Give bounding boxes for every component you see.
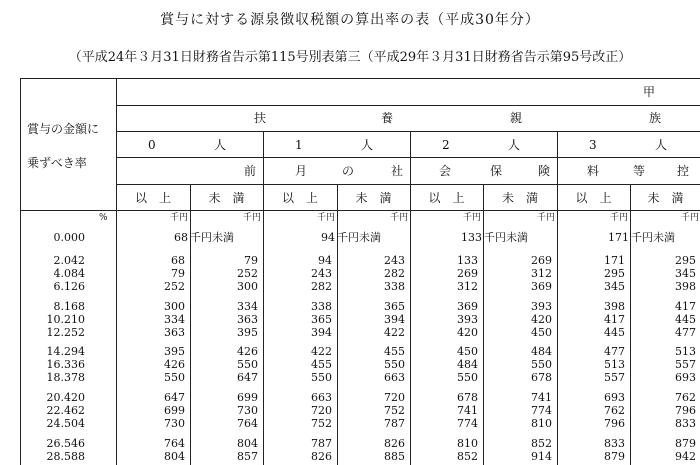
cell-value: 395 — [237, 326, 258, 339]
cell-value: 833 — [604, 437, 625, 450]
cell-value: 445 — [604, 326, 625, 339]
cell-value: 477 — [604, 345, 625, 358]
fuyou-char: 親 — [510, 111, 523, 125]
cell-value: 365 — [384, 300, 405, 313]
shakai-char: 社 — [391, 164, 404, 178]
cell-value: 171 — [604, 254, 625, 267]
cell-value: 420 — [457, 326, 478, 339]
page-subtitle: （平成24年３月31日財務省告示第115号別表第三（平成29年３月31日財務省告示第95号改正） — [68, 50, 632, 65]
fuyou-char: 養 — [381, 111, 394, 125]
cell-value: 513 — [675, 345, 696, 358]
rate-value: 28.588 — [46, 450, 85, 463]
miman-label: 未 満 — [208, 191, 245, 205]
cell-value: 395 — [164, 345, 185, 358]
cell-value: 663 — [311, 391, 332, 404]
cell-value: 426 — [164, 358, 185, 371]
rate-value: 0.000 — [53, 231, 85, 244]
rate-value: 24.504 — [46, 417, 85, 430]
below-suffix: 千円未満 — [190, 231, 234, 244]
cell-value: 394 — [384, 313, 405, 326]
rule — [21, 210, 700, 211]
cell-value: 455 — [311, 358, 332, 371]
rate-value: 18.378 — [46, 371, 85, 384]
rate-value: 20.420 — [46, 391, 85, 404]
cell-value: 282 — [384, 267, 405, 280]
cell-value: 693 — [604, 391, 625, 404]
cell-value: 269 — [531, 254, 552, 267]
cell-value: 398 — [675, 280, 696, 293]
rate-value: 14.294 — [46, 345, 85, 358]
rate-value: 2.042 — [53, 254, 85, 267]
cell-value: 422 — [311, 345, 332, 358]
cell-value: 300 — [237, 280, 258, 293]
senen-unit: 千円 — [536, 213, 555, 223]
percent-unit: % — [99, 213, 108, 223]
miman-label: 未 満 — [501, 191, 538, 205]
cell-value: 774 — [531, 404, 552, 417]
rate-header-line2: 乗ずべき率 — [27, 156, 87, 170]
cell-value: 699 — [164, 404, 185, 417]
cell-value: 557 — [604, 371, 625, 384]
cell-value: 741 — [531, 391, 552, 404]
rate-value: 26.546 — [46, 437, 85, 450]
cell-value: 243 — [311, 267, 332, 280]
cell-value: 762 — [604, 404, 625, 417]
cell-value: 363 — [164, 326, 185, 339]
tax-rate-table — [20, 78, 700, 465]
rule — [116, 131, 700, 132]
cell-value: 804 — [237, 437, 258, 450]
cell-value: 942 — [675, 450, 696, 463]
cell-value: 693 — [675, 371, 696, 384]
nin-label: 人 — [214, 138, 227, 152]
dependents-count: 3 — [589, 138, 597, 152]
cell-value: 477 — [675, 326, 696, 339]
ijou-label: 以 上 — [134, 191, 171, 205]
senen-unit: 千円 — [169, 213, 188, 223]
shakai-char: 保 — [490, 164, 503, 178]
shakai-char: 控 — [677, 164, 690, 178]
cell-value: 398 — [604, 300, 625, 313]
shakai-char: 等 — [633, 164, 646, 178]
senen-unit: 千円 — [316, 213, 335, 223]
cell-value: 450 — [457, 345, 478, 358]
cell-value: 312 — [531, 267, 552, 280]
cell-value: 810 — [457, 437, 478, 450]
rate-value: 16.336 — [46, 358, 85, 371]
cell-value: 885 — [384, 450, 405, 463]
cell-value: 450 — [531, 326, 552, 339]
rate-value: 6.126 — [53, 280, 85, 293]
cell-value: 787 — [311, 437, 332, 450]
senen-unit: 千円 — [389, 213, 408, 223]
cell-value: 550 — [531, 358, 552, 371]
cell-value: 826 — [311, 450, 332, 463]
cell-value: 720 — [311, 404, 332, 417]
senen-unit: 千円 — [609, 213, 628, 223]
nin-label: 人 — [655, 138, 668, 152]
cell-value: 445 — [675, 313, 696, 326]
below-suffix: 千円未満 — [631, 231, 675, 244]
cell-value: 338 — [311, 300, 332, 313]
cell-value: 345 — [604, 280, 625, 293]
cell-value: 826 — [384, 437, 405, 450]
cell-value: 334 — [237, 300, 258, 313]
rule — [116, 105, 700, 106]
page-title: 賞与に対する源泉徴収税額の算出率の表（平成30年分） — [160, 12, 540, 28]
dependents-count: 1 — [295, 138, 303, 152]
cell-value: 550 — [311, 371, 332, 384]
cell-value: 417 — [604, 313, 625, 326]
cell-value: 774 — [457, 417, 478, 430]
cell-value: 852 — [531, 437, 552, 450]
cell-value: 796 — [675, 404, 696, 417]
cell-value: 295 — [675, 254, 696, 267]
shakai-char: 会 — [439, 164, 452, 178]
cell-value: 852 — [457, 450, 478, 463]
senen-unit: 千円 — [242, 213, 261, 223]
cell-value: 420 — [531, 313, 552, 326]
cell-value: 417 — [675, 300, 696, 313]
cell-value: 787 — [384, 417, 405, 430]
cell-value: 68 — [171, 254, 185, 267]
cell-value: 833 — [675, 417, 696, 430]
cell-value: 796 — [604, 417, 625, 430]
threshold-value: 94 — [321, 231, 335, 244]
cell-value: 647 — [237, 371, 258, 384]
cell-value: 338 — [384, 280, 405, 293]
ijou-label: 以 上 — [281, 191, 318, 205]
cell-value: 730 — [164, 417, 185, 430]
cell-value: 300 — [164, 300, 185, 313]
cell-value: 312 — [457, 280, 478, 293]
cell-value: 94 — [318, 254, 332, 267]
cell-value: 426 — [237, 345, 258, 358]
threshold-value: 171 — [608, 231, 629, 244]
dependents-count: 0 — [148, 138, 156, 152]
rule — [116, 157, 700, 158]
below-suffix: 千円未満 — [484, 231, 528, 244]
cell-value: 252 — [164, 280, 185, 293]
shakai-char: の — [342, 164, 355, 178]
threshold-value: 133 — [461, 231, 482, 244]
cell-value: 678 — [457, 391, 478, 404]
nin-label: 人 — [361, 138, 374, 152]
shakai-char: 月 — [295, 164, 308, 178]
senen-unit: 千円 — [462, 213, 481, 223]
cell-value: 550 — [164, 371, 185, 384]
cell-value: 455 — [384, 345, 405, 358]
cell-value: 484 — [531, 345, 552, 358]
cell-value: 422 — [384, 326, 405, 339]
cell-value: 557 — [675, 358, 696, 371]
shakai-char: 前 — [244, 164, 257, 178]
cell-value: 133 — [457, 254, 478, 267]
fuyou-char: 扶 — [254, 111, 267, 125]
rate-value: 22.462 — [46, 404, 85, 417]
ko-label: 甲 — [643, 85, 656, 99]
cell-value: 369 — [531, 280, 552, 293]
cell-value: 269 — [457, 267, 478, 280]
cell-value: 334 — [164, 313, 185, 326]
cell-value: 879 — [675, 437, 696, 450]
rate-value: 4.084 — [53, 267, 85, 280]
rule — [116, 184, 700, 185]
cell-value: 393 — [457, 313, 478, 326]
cell-value: 513 — [604, 358, 625, 371]
cell-value: 752 — [384, 404, 405, 417]
cell-value: 550 — [457, 371, 478, 384]
cell-value: 730 — [237, 404, 258, 417]
shakai-char: 料 — [587, 164, 600, 178]
cell-value: 484 — [457, 358, 478, 371]
ijou-label: 以 上 — [428, 191, 465, 205]
cell-value: 365 — [311, 313, 332, 326]
cell-value: 79 — [244, 254, 258, 267]
cell-value: 79 — [171, 267, 185, 280]
cell-value: 741 — [457, 404, 478, 417]
cell-value: 550 — [237, 358, 258, 371]
below-suffix: 千円未満 — [337, 231, 381, 244]
cell-value: 857 — [237, 450, 258, 463]
cell-value: 363 — [237, 313, 258, 326]
threshold-value: 68 — [174, 231, 188, 244]
cell-value: 804 — [164, 450, 185, 463]
cell-value: 762 — [675, 391, 696, 404]
cell-value: 810 — [531, 417, 552, 430]
miman-label: 未 満 — [355, 191, 392, 205]
cell-value: 752 — [311, 417, 332, 430]
cell-value: 764 — [164, 437, 185, 450]
ijou-label: 以 上 — [575, 191, 612, 205]
rate-value: 12.252 — [46, 326, 85, 339]
cell-value: 879 — [604, 450, 625, 463]
cell-value: 345 — [675, 267, 696, 280]
shakai-char: 険 — [538, 164, 551, 178]
cell-value: 550 — [384, 358, 405, 371]
cell-value: 647 — [164, 391, 185, 404]
cell-value: 914 — [531, 450, 552, 463]
dependents-count: 2 — [442, 138, 450, 152]
cell-value: 243 — [384, 254, 405, 267]
cell-value: 369 — [457, 300, 478, 313]
rate-value: 10.210 — [46, 313, 85, 326]
miman-label: 未 満 — [647, 191, 684, 205]
cell-value: 720 — [384, 391, 405, 404]
cell-value: 295 — [604, 267, 625, 280]
senen-unit: 千円 — [680, 213, 699, 223]
cell-value: 699 — [237, 391, 258, 404]
cell-value: 393 — [531, 300, 552, 313]
rate-value: 8.168 — [53, 300, 85, 313]
nin-label: 人 — [508, 138, 521, 152]
cell-value: 678 — [531, 371, 552, 384]
cell-value: 282 — [311, 280, 332, 293]
cell-value: 252 — [237, 267, 258, 280]
fuyou-char: 族 — [649, 111, 662, 125]
rate-header-line1: 賞与の金額に — [27, 122, 100, 136]
cell-value: 663 — [384, 371, 405, 384]
cell-value: 764 — [237, 417, 258, 430]
cell-value: 394 — [311, 326, 332, 339]
